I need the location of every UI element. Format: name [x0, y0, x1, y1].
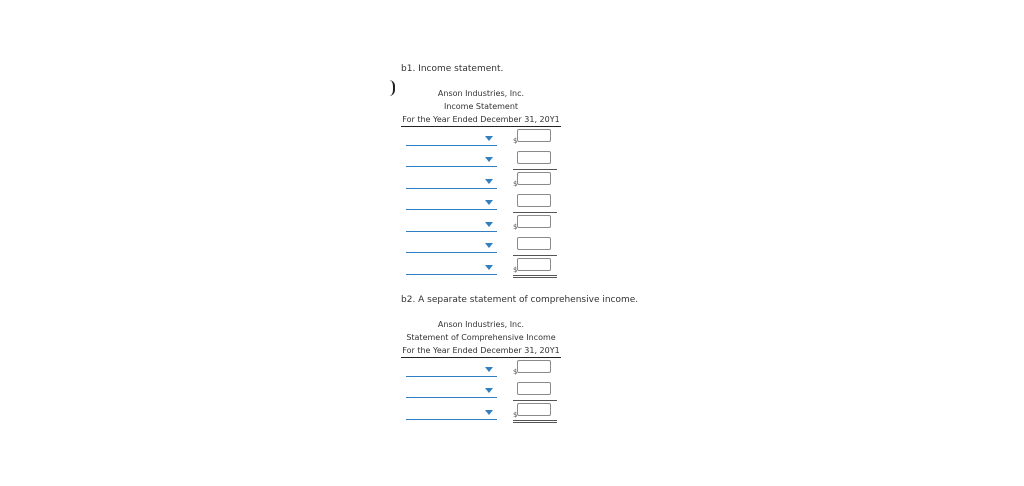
line-item-dropdown[interactable]: [406, 238, 497, 253]
chevron-down-icon[interactable]: [485, 136, 493, 141]
dollar-sign: $: [513, 367, 518, 376]
amount-input[interactable]: [517, 403, 551, 416]
statement-row: [401, 380, 561, 402]
chevron-down-icon[interactable]: [485, 179, 493, 184]
section-income-statement: [401, 64, 641, 278]
statement-rows: [401, 127, 561, 278]
chevron-down-icon[interactable]: [485, 157, 493, 162]
amount-input[interactable]: [517, 194, 551, 207]
amount-cell: [513, 358, 557, 380]
line-item-dropdown[interactable]: [406, 152, 497, 167]
statement-header: [401, 318, 561, 358]
amount-cell: [513, 170, 557, 192]
statement-row: [401, 256, 561, 278]
dollar-sign: $: [513, 410, 518, 419]
chevron-down-icon[interactable]: [485, 265, 493, 270]
amount-cell: [513, 149, 557, 171]
amount-cell: [513, 380, 557, 402]
amount-input[interactable]: [517, 382, 551, 395]
amount-input[interactable]: [517, 215, 551, 228]
chevron-down-icon[interactable]: [485, 367, 493, 372]
statement-row: [401, 149, 561, 171]
amount-cell: [513, 235, 557, 257]
dollar-sign: $: [513, 222, 518, 231]
amount-input[interactable]: [517, 258, 551, 271]
statement-rows: [401, 358, 561, 423]
chevron-down-icon[interactable]: [485, 243, 493, 248]
amount-cell: [513, 192, 557, 214]
amount-input[interactable]: [517, 360, 551, 373]
line-item-dropdown[interactable]: [406, 383, 497, 398]
company-name: Anson Industries, Inc.: [437, 320, 525, 329]
amount-cell: [513, 256, 557, 278]
statement-row: [401, 127, 561, 149]
line-item-dropdown[interactable]: [406, 362, 497, 377]
statement-row: [401, 235, 561, 257]
statement-header: [401, 87, 561, 127]
line-item-dropdown[interactable]: [406, 195, 497, 210]
amount-input[interactable]: [517, 151, 551, 164]
amount-input[interactable]: [517, 129, 551, 142]
dollar-sign: $: [513, 136, 518, 145]
section-label: b2. A separate statement of comprehensive income.: [401, 295, 639, 305]
chevron-down-icon[interactable]: [485, 200, 493, 205]
line-item-dropdown[interactable]: [406, 131, 497, 146]
company-name: Anson Industries, Inc.: [437, 89, 525, 98]
statement-row: [401, 192, 561, 214]
statement-row: [401, 213, 561, 235]
chevron-down-icon[interactable]: [485, 410, 493, 415]
line-item-dropdown[interactable]: [406, 405, 497, 420]
amount-input[interactable]: [517, 172, 551, 185]
left-bracket: [389, 80, 395, 96]
chevron-down-icon[interactable]: [485, 222, 493, 227]
section-comprehensive-income: [401, 295, 641, 423]
chevron-down-icon[interactable]: [485, 388, 493, 393]
line-item-dropdown[interactable]: [406, 174, 497, 189]
statement-title: Income Statement: [443, 102, 519, 111]
line-item-dropdown[interactable]: [406, 260, 497, 275]
amount-cell: [513, 213, 557, 235]
dollar-sign: $: [513, 179, 518, 188]
statement-row: [401, 358, 561, 380]
amount-input[interactable]: [517, 237, 551, 250]
line-item-dropdown[interactable]: [406, 217, 497, 232]
statement-row: [401, 170, 561, 192]
amount-cell: [513, 401, 557, 423]
statement-title: Statement of Comprehensive Income: [406, 333, 556, 342]
dollar-sign: $: [513, 265, 518, 274]
section-label: b1. Income statement.: [401, 64, 504, 74]
statement-period: For the Year Ended December 31, 20Y1: [401, 113, 561, 127]
statement-row: [401, 401, 561, 423]
statement-period: For the Year Ended December 31, 20Y1: [401, 344, 561, 358]
amount-cell: [513, 127, 557, 149]
